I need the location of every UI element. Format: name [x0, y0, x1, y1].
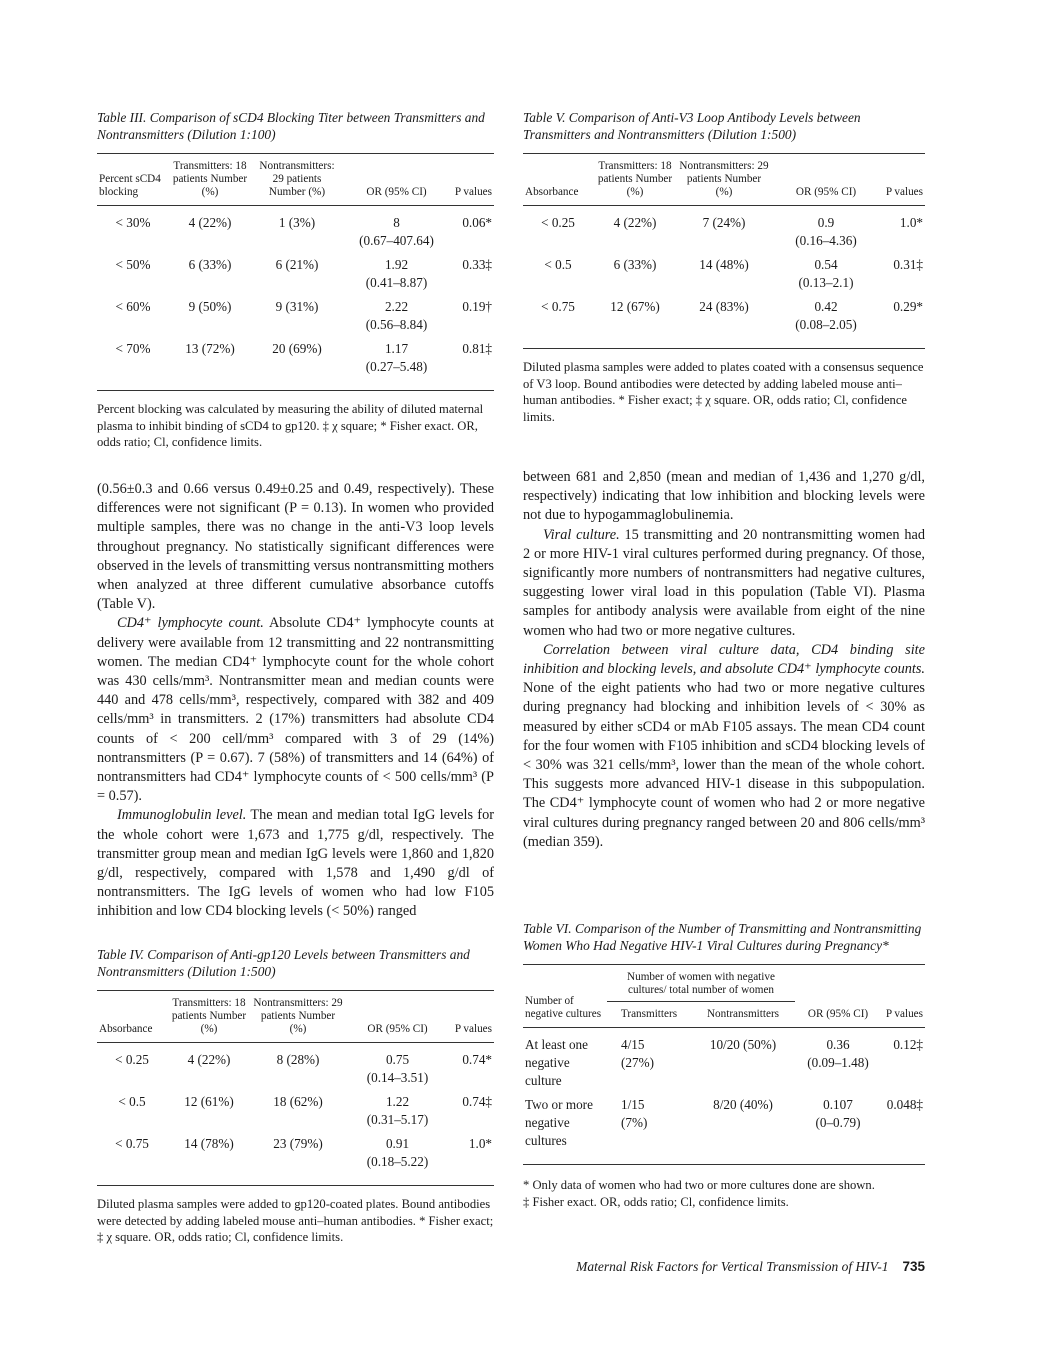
table-cell: 14 (48%): [699, 257, 749, 272]
table-cell: [343, 250, 450, 292]
paragraph: [97, 806, 494, 921]
table-row: [523, 206, 925, 251]
table-cell: 9 (31%): [275, 299, 319, 314]
table-6-header-nontrans: Nontransmitters: [706, 1008, 780, 1020]
table-cell: 0.06*: [462, 215, 492, 230]
ci-value: (0.27–5.48): [365, 359, 428, 374]
ci-value: (0.16–4.36): [795, 233, 857, 248]
running-title: Maternal Risk Factors for Vertical Transmission of HIV-1: [576, 1259, 889, 1274]
table-4-header-0: Absorbance: [99, 1023, 153, 1035]
body-text-right: [523, 468, 925, 852]
table-cell: 8 (28%): [276, 1052, 320, 1067]
or-value: 8: [393, 215, 400, 230]
table-cell: 1 (3%): [278, 215, 316, 230]
section-head: CD4⁺ lymphocyte count.: [117, 615, 264, 632]
or-value: 0.91: [385, 1136, 410, 1151]
table-3: [97, 153, 494, 391]
table-cell: < 0.5: [118, 1094, 146, 1109]
table-cell: [345, 1087, 450, 1129]
paragraph-text: Absolute CD4⁺ lymphocyte counts at delivery were available from 12 transmitting and 22 nontransmitting women. The median CD4⁺ lymphocyte count for the whole cohort was 430 cells/mm³. Nontransmitter mean and median counts were 440 and 478 cells/mm³, respectively, compared with 382 and 409 cells/mm³ in transmitters. 2 (17%) transmitters had absolute CD4 counts of < 200 cell/mm³ compared with 3 of 29 (14%) nontransmitters (P = 0.67). 7 (58%) of transmitters and 14 (64%) of nontransmitters had CD4⁺ lymphocyte counts of < 500 cells/mm³ (P = 0.57).: [97, 615, 495, 805]
table-cell: 1.0*: [899, 215, 923, 230]
or-value: 1.92: [384, 257, 409, 272]
table-cell: < 50%: [115, 257, 151, 272]
table-cell: 8/20 (40%): [713, 1097, 773, 1112]
table-3-header-2: Nontransmitters: 29 patients Number (%): [259, 160, 335, 198]
table-3-header-4: P values: [454, 186, 492, 198]
table-cell: < 70%: [115, 341, 151, 356]
table-4-header-1: Transmitters: 18 patients Number (%): [171, 997, 247, 1035]
table-cell: [343, 334, 450, 391]
table-cell: [795, 1090, 881, 1165]
paragraph-text: The mean and median total IgG levels for the whole cohort were 1,673 and 1,775 g/dl, respectively. The transmitter group mean and median IgG levels were 1,860 and 1,820 g/dl, respectively, compared with 1,578 and 1,490 g/dl of nontransmitters. The IgG levels of women who had low F105 inhibition and low CD4 blocking levels (< 50%) ranged: [97, 807, 494, 920]
or-value: 0.75: [385, 1052, 410, 1067]
table-3-block: [97, 109, 494, 451]
table-row: [523, 1090, 925, 1165]
table-5-caption: Table V. Comparison of Anti-V3 Loop Antibody Levels between Transmitters and Nontransmitters (Dilution 1:500): [523, 110, 861, 142]
paragraph: [523, 641, 925, 852]
table-cell: [795, 1028, 881, 1091]
paragraph-text: None of the eight patients who had two or more negative cultures during pregnancy had blocking and inhibition levels of < 30% as measured by either sCD4 or mAb F105 assays. The mean CD4 count for the four women with F105 inhibition and sCD4 blocking levels of < 30% was 321 cells/mm³, lower than the mean of the whole cohort. This suggests more advanced HIV-1 disease in this subpopulation. The CD4⁺ lymphocyte count of women who had 2 or more negative viral cultures during pregnancy ranged between 20 and 806 cells/mm³ (median 359).: [523, 680, 925, 850]
table-cell: 18 (62%): [273, 1094, 323, 1109]
table-cell: 0.33‡: [462, 257, 492, 272]
table-cell: < 0.25: [541, 215, 575, 230]
table-cell: [345, 1129, 450, 1186]
table-cell: < 60%: [115, 299, 151, 314]
table-6-header-span: Number of women with negative cultures/ total number of women: [607, 965, 795, 1002]
table-cell: 12 (61%): [184, 1094, 234, 1109]
table-6-block: [523, 920, 925, 1210]
table-4-footnote: Diluted plasma samples were added to gp120-coated plates. Bound antibodies were detected by adding labeled mouse anti–human antibodies. * Fisher exact; ‡ χ square. OR, odds ratio; Cl, confidence limits.: [97, 1197, 494, 1244]
table-4-header-3: OR (95% CI): [367, 1023, 428, 1035]
section-head: Correlation between viral culture data, CD4 binding site inhibition and blocking levels, and absolute CD4⁺ lymphocyte counts.: [523, 641, 925, 678]
table-cell: 7 (24%): [702, 215, 746, 230]
table-cell: [771, 292, 881, 349]
table-cell: 12 (67%): [610, 299, 660, 314]
table-cell: 9 (50%): [188, 299, 232, 314]
table-row: [523, 1028, 925, 1091]
table-5-header-0: Absorbance: [525, 186, 579, 198]
section-head: Immunoglobulin level.: [117, 807, 247, 824]
table-row: [523, 250, 925, 292]
percent-value: (27%): [621, 1055, 654, 1070]
table-5-header-1: Transmitters: 18 patients Number (%): [597, 160, 673, 198]
table-row: [97, 1129, 494, 1186]
ci-value: (0.56–8.84): [365, 317, 428, 332]
table-cell: < 0.25: [115, 1052, 149, 1067]
table-cell: 0.31‡: [893, 257, 923, 272]
table-4: [97, 990, 494, 1186]
or-value: 0.107: [823, 1097, 853, 1112]
count-value: 4/15: [621, 1037, 645, 1052]
ci-value: (0.31–5.17): [366, 1112, 429, 1127]
table-5-header-3: OR (95% CI): [795, 186, 857, 198]
table-4-caption: Table IV. Comparison of Anti-gp120 Levels between Transmitters and Nontransmitters (Dilution 1:500): [97, 947, 470, 979]
table-row: [97, 1087, 494, 1129]
table-6: [523, 964, 925, 1165]
table-cell: 20 (69%): [272, 341, 322, 356]
table-cell: [771, 250, 881, 292]
table-cell: < 0.5: [544, 257, 572, 272]
ci-value: (0.18–5.22): [366, 1154, 429, 1169]
table-cell: 0.74‡: [462, 1094, 492, 1109]
table-5-header-4: P values: [885, 186, 923, 198]
table-cell: 14 (78%): [184, 1136, 234, 1151]
paragraph: (0.56±0.3 and 0.66 versus 0.49±0.25 and 0.49, respectively). These differences were not significant (P = 0.13). In women who provided multiple samples, there was no change in the anti-V3 loop levels throughout pregnancy. No statistically significant differences were observed in the levels of transmitting versus nontransmitting mothers when analyzed at three different cumulative absorbance cutoffs (Table V).: [97, 481, 494, 613]
table-6-footnote-1: * Only data of women who had two or more cultures done are shown.: [523, 1178, 875, 1192]
table-cell: 0.29*: [893, 299, 923, 314]
table-cell: [607, 1028, 691, 1091]
ci-value: (0.08–2.05): [795, 317, 857, 332]
table-row: [97, 206, 494, 251]
ci-value: (0.41–8.87): [365, 275, 428, 290]
table-cell: 0.74*: [462, 1052, 492, 1067]
table-cell: 13 (72%): [185, 341, 235, 356]
or-value: 2.22: [384, 299, 409, 314]
table-row: [523, 292, 925, 349]
table-cell: < 0.75: [115, 1136, 149, 1151]
table-cell: 23 (79%): [273, 1136, 323, 1151]
table-6-caption: Table VI. Comparison of the Number of Transmitting and Nontransmitting Women Who Had Negative HIV-1 Viral Cultures during Pregnancy*: [523, 921, 922, 953]
table-cell: < 0.75: [541, 299, 575, 314]
table-cell: [607, 1090, 691, 1165]
table-row: [97, 334, 494, 391]
table-6-header-or: OR (95% CI): [807, 1008, 869, 1020]
or-value: 0.9: [817, 215, 835, 230]
or-value: 1.22: [385, 1094, 410, 1109]
table-cell: 10/20 (50%): [709, 1037, 777, 1052]
percent-value: (7%): [621, 1115, 648, 1130]
table-cell: [771, 206, 881, 251]
table-cell: 0.048‡: [886, 1097, 923, 1112]
table-cell: 6 (33%): [188, 257, 232, 272]
table-cell: 0.12‡: [893, 1037, 923, 1052]
table-cell: 1.0*: [468, 1136, 492, 1151]
table-4-header-4: P values: [454, 1023, 492, 1035]
table-cell: 24 (83%): [699, 299, 749, 314]
ci-value: (0.14–3.51): [366, 1070, 429, 1085]
table-6-header-0: Number of negative cultures: [525, 995, 602, 1020]
table-row: [97, 1043, 494, 1088]
paragraph: [523, 526, 925, 641]
table-3-footnote: Percent blocking was calculated by measuring the ability of diluted maternal plasma to inhibit binding of sCD4 to gp120. ‡ χ square; * Fisher exact. OR, odds ratio; Cl, confidence limits.: [97, 402, 484, 449]
table-4-header-2: Nontransmitters: 29 patients Number (%): [253, 997, 343, 1035]
table-cell: [343, 292, 450, 334]
or-value: 1.17: [384, 341, 409, 356]
table-6-header-trans: Transmitters: [620, 1008, 678, 1020]
ci-value: (0.13–2.1): [798, 275, 854, 290]
table-3-header-3: OR (95% CI): [366, 186, 427, 198]
ci-value: (0.09–1.48): [807, 1055, 869, 1070]
table-cell: [345, 1043, 450, 1088]
table-row: [97, 250, 494, 292]
table-cell: 6 (21%): [275, 257, 319, 272]
table-6-header-p: P values: [885, 1008, 923, 1020]
table-5-footnote: Diluted plasma samples were added to plates coated with a consensus sequence of V3 loop. Bound antibodies were detected by adding labeled mouse anti–human antibodies. * Fisher exact; ‡ χ square. OR, odds ratio; Cl, confidence limits.: [523, 360, 924, 424]
ci-value: (0–0.79): [815, 1115, 861, 1130]
page-number: 735: [902, 1259, 925, 1274]
table-5: [523, 153, 925, 349]
table-cell: < 30%: [115, 215, 151, 230]
table-cell: Two or more negative cultures: [525, 1097, 593, 1148]
table-cell: 4 (22%): [187, 1052, 231, 1067]
paragraph: [97, 614, 494, 806]
page-footer: [520, 1259, 925, 1275]
or-value: 0.42: [814, 299, 838, 314]
paragraph: between 681 and 2,850 (mean and median of 1,436 and 1,270 g/dl, respectively) indicating that low inhibition and blocking levels were not due to hypogammaglobulinemia.: [523, 469, 925, 524]
table-cell: 4 (22%): [613, 215, 657, 230]
count-value: 1/15: [621, 1097, 645, 1112]
table-3-header-1: Transmitters: 18 patients Number (%): [172, 160, 248, 198]
or-value: 0.54: [814, 257, 838, 272]
paragraph-text: 15 transmitting and 20 nontransmitting women had 2 or more HIV-1 viral cultures performed during pregnancy. Of those, significantly more numbers of nontransmitters had negative cultures, suggesting lower viral load in this population (Table VI). Plasma samples for antibody analysis were available from eight of the nine women who had two or more negative cultures.: [523, 526, 925, 639]
table-cell: At least one negative culture: [525, 1037, 588, 1088]
or-value: 0.36: [826, 1037, 850, 1052]
table-cell: [343, 206, 450, 251]
table-3-header-0: Percent sCD4 blocking: [99, 173, 161, 198]
ci-value: (0.67–407.64): [359, 233, 434, 248]
table-5-block: [523, 109, 925, 425]
table-cell: 4 (22%): [188, 215, 232, 230]
body-text-left: [97, 480, 494, 922]
section-head: Viral culture.: [543, 526, 620, 543]
table-5-header-2: Nontransmitters: 29 patients Number (%): [679, 160, 769, 198]
table-row: [97, 292, 494, 334]
table-3-caption: Table III. Comparison of sCD4 Blocking Titer between Transmitters and Nontransmitters (Dilution 1:100): [97, 110, 485, 142]
table-cell: 0.19†: [462, 299, 492, 314]
table-4-block: [97, 946, 494, 1246]
table-cell: 0.81‡: [462, 341, 492, 356]
table-cell: 6 (33%): [613, 257, 657, 272]
table-6-footnote-2: ‡ Fisher exact. OR, odds ratio; Cl, confidence limits.: [523, 1194, 789, 1209]
